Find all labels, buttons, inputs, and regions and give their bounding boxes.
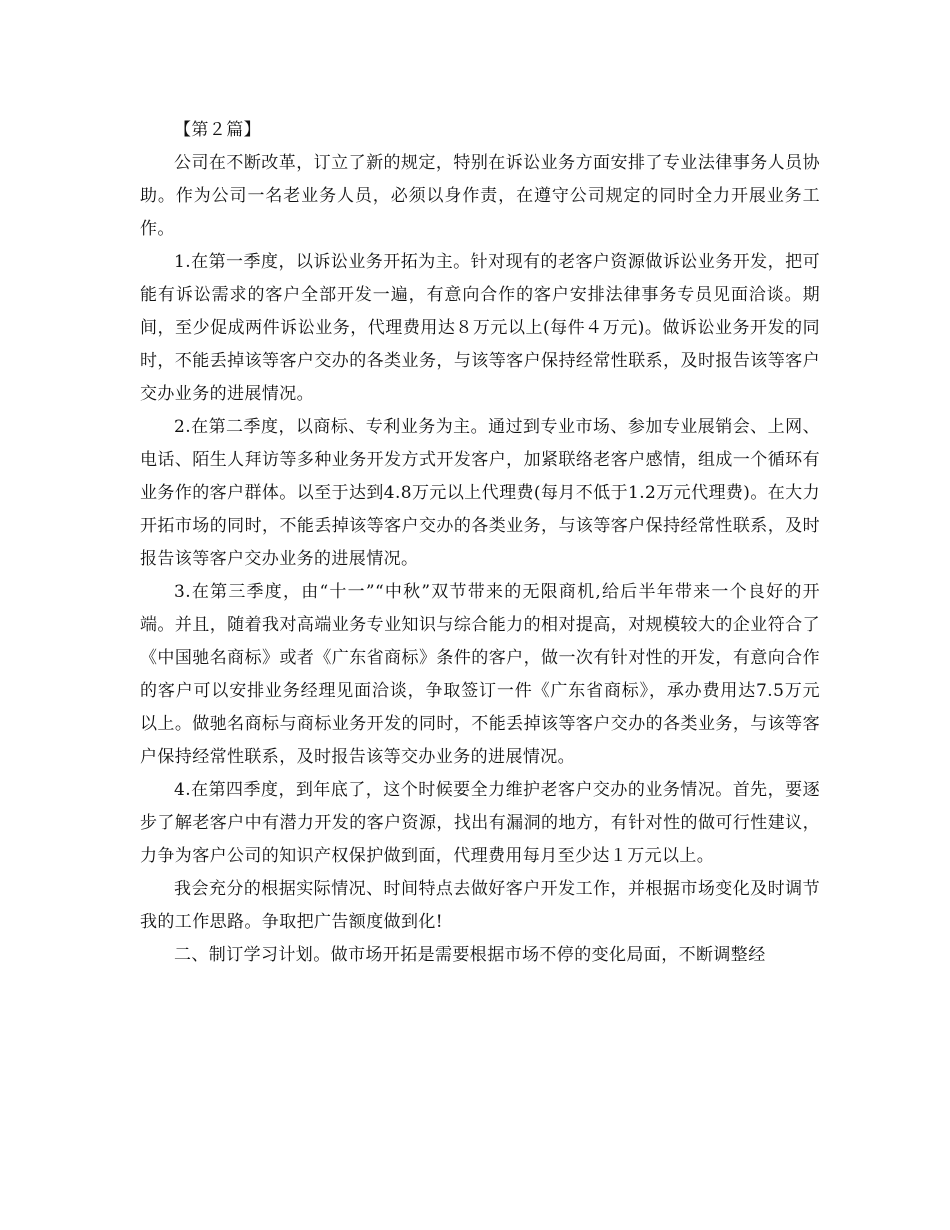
paragraph-study-plan: 二、制订学习计划。做市场开拓是需要根据市场不停的变化局面，不断调整经: [174, 945, 766, 965]
paragraph-summary: 我会充分的根据实际情况、时间特点去做好客户开发工作，并根据市场变化及时调节我的工作思路。争取把广告额度做到化!: [140, 879, 820, 932]
paragraph-q2: 2.在第二季度，以商标、专利业务为主。通过到专业市场、参加专业展销会、上网、电话、陌生人拜访等多种业务开发方式开发客户，加紧联络老客户感情，组成一个循环有业务作的客户群体。以至于达到4.8万元以上代理费(每月不低于1.2万元代理费)。在大力开拓市场的同时，不能丢掉该等客户交办的各类业务，与该等客户保持经常性联系，及时报告该等客户交办业务的进展情况。: [140, 417, 820, 569]
paragraph-intro: 公司在不断改革，订立了新的规定，特别在诉讼业务方面安排了专业法律事务人员协助。作为公司一名老业务人员，必须以身作责，在遵守公司规定的同时全力开展业务工作。: [140, 153, 820, 239]
document-body: [140, 114, 820, 972]
paragraph-q3: 3.在第三季度，由“十一”“中秋”双节带来的无限商机,给后半年带来一个良好的开端。并且，随着我对高端业务专业知识与综合能力的相对提高，对规模较大的企业符合了《中国驰名商标》或者《广东省商标》条件的客户，做一次有针对性的开发，有意向合作的客户可以安排业务经理见面洽谈，争取签订一件《广东省商标》，承办费用达7.5万元以上。做驰名商标与商标业务开发的同时，不能丢掉该等客户交办的各类业务，与该等客户保持经常性联系，及时报告该等交办业务的进展情况。: [140, 582, 820, 767]
paragraph-q4: 4.在第四季度，到年底了，这个时候要全力维护老客户交办的业务情况。首先，要逐步了解老客户中有潜力开发的客户资源，找出有漏洞的地方，有针对性的做可行性建议，力争为客户公司的知识产权保护做到面，代理费用每月至少达１万元以上。: [140, 780, 820, 866]
paragraph-q1: 1.在第一季度，以诉讼业务开拓为主。针对现有的老客户资源做诉讼业务开发，把可能有诉讼需求的客户全部开发一遍，有意向合作的客户安排法律事务专员见面洽谈。期间，至少促成两件诉讼业务，代理费用达８万元以上(每件４万元)。做诉讼业务开发的同时，不能丢掉该等客户交办的各类业务，与该等客户保持经常性联系，及时报告该等客户交办业务的进展情况。: [140, 252, 820, 404]
section-heading: 【第２篇】: [174, 120, 261, 140]
